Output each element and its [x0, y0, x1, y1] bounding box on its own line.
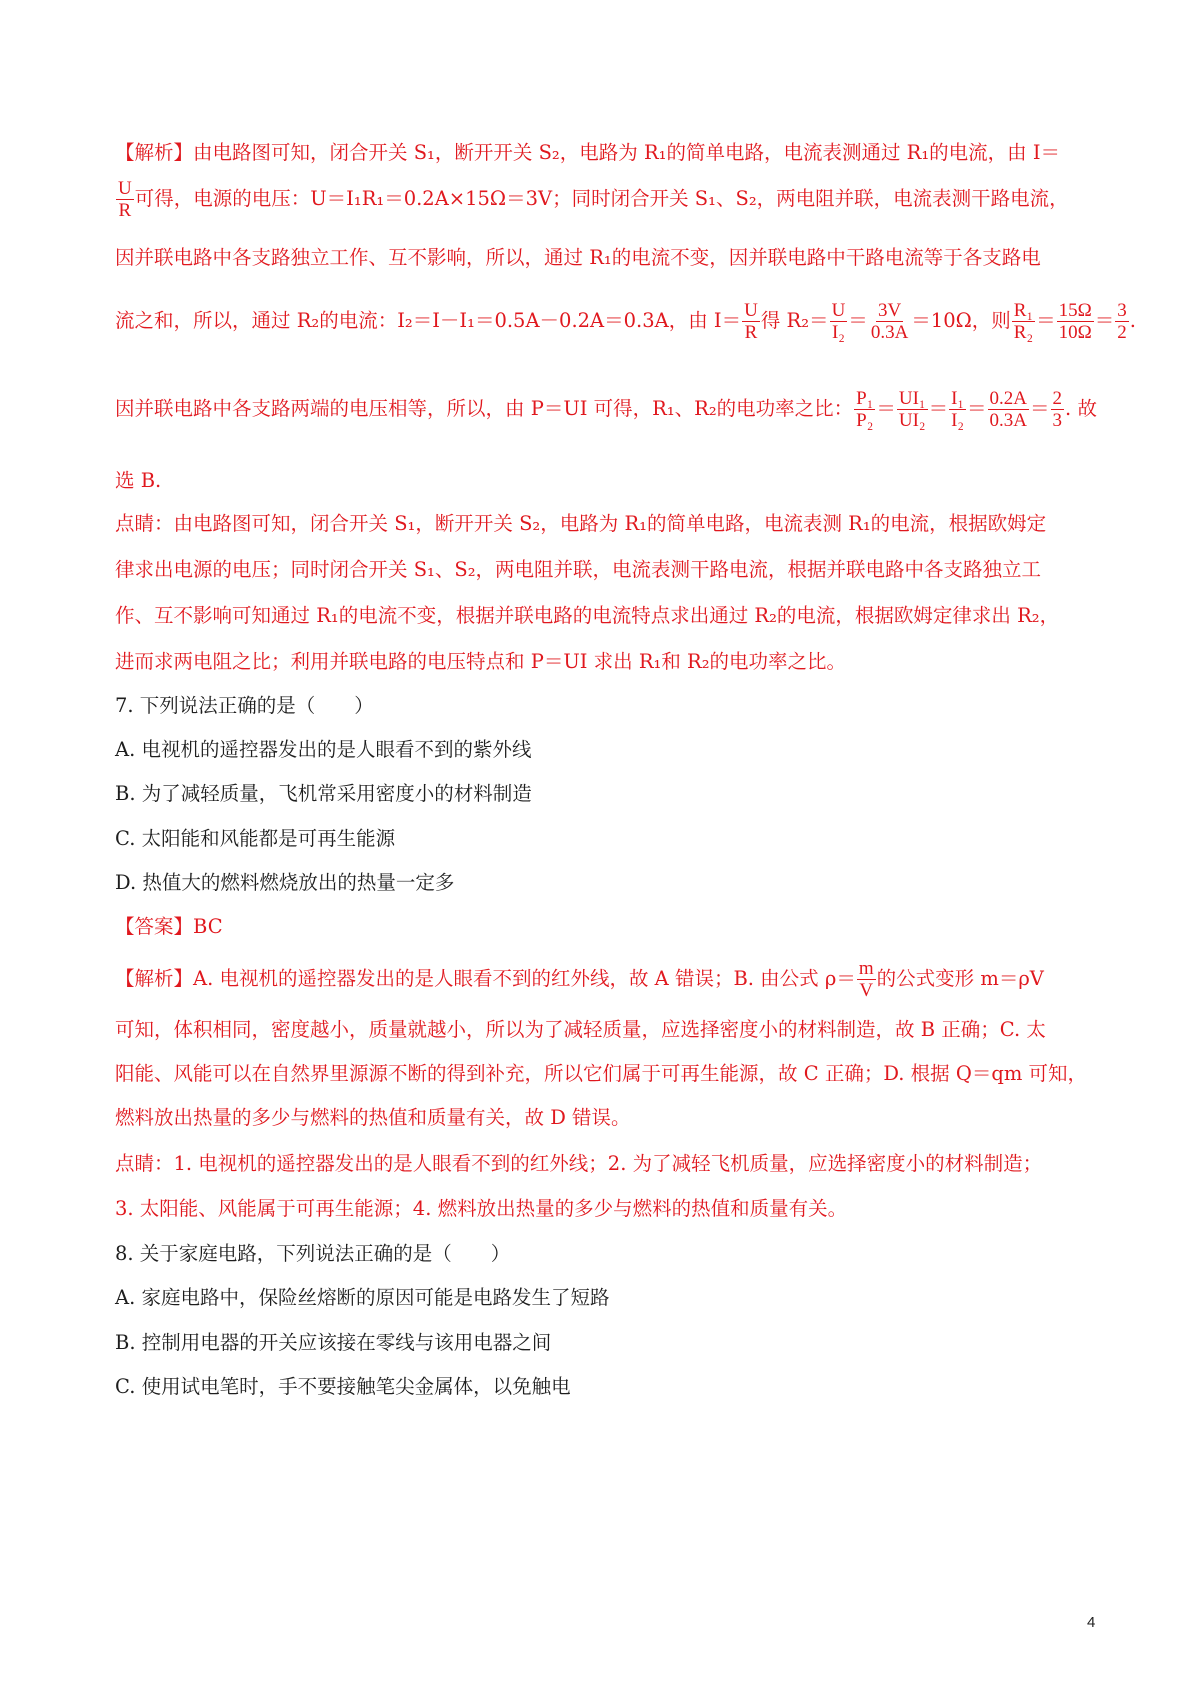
q7-option-b: B. 为了减轻质量，飞机常采用密度小的材料制造 — [115, 782, 532, 805]
fraction-p1-over-p2: $\frac{\text{P₁}}{\text{P₂}}$ — [856, 388, 874, 431]
fraction-02a-over-03a: $\frac{0.2A}{0.3A}$ — [989, 388, 1028, 431]
q7-explanation-line-4: 燃料放出热量的多少与燃料的热值和质量有关，故 D 错误。 — [115, 1106, 631, 1129]
q8-stem: 8. 关于家庭电路，下列说法正确的是（ ） — [115, 1242, 511, 1265]
fraction-2-over-3: $\frac{2}{3}$ — [1052, 388, 1063, 431]
fraction-15-over-10: $\frac{15\Omega}{10\Omega}$ — [1058, 300, 1092, 343]
q6-explanation-line-2: $\frac{U}{R}$ 可得，电源的电压：U＝I₁R₁＝0.2A×15Ω＝3V；同时闭合开关 S₁、S₂，两电阻并联，电流表测干路电流， — [118, 178, 1069, 221]
fraction-ui1-over-ui2: $\frac{\text{UI₁}}{\text{UI₂}}$ — [898, 388, 926, 431]
fraction-r1-over-r2: $\frac{\text{R₁}}{\text{R₂}}$ — [1013, 300, 1034, 343]
q7-tip-line-2: 3. 太阳能、风能属于可再生能源；4. 燃料放出热量的多少与燃料的热值和质量有关。 — [115, 1197, 848, 1220]
q6-explanation-line-4: 流之和，所以，通过 R₂的电流：I₂＝I－I₁＝0.5A－0.2A＝0.3A，由 I＝ $\frac{U}{R}$ 得 R₂＝ $\frac{U}{\text{I₂}}$ ＝ $\frac{3V}{0.3A}$ ＝10Ω，则 $\frac{\text{R₁}}{\text{R₂}}$ ＝ $\frac{15\Omega}{10\Omega}$ ＝ $\frac{3}{2}$ . — [115, 300, 1136, 343]
q6-tip-line-2: 律求出电源的电压；同时闭合开关 S₁、S₂，两电阻并联，电流表测干路电流，根据并联电路中各支路独立工 — [115, 558, 1042, 581]
fraction-m-over-v: $\frac{m}{V}$ — [858, 958, 874, 1001]
q6-tip-line-3: 作、互不影响可知通过 R₁的电流不变，根据并联电路的电流特点求出通过 R₂的电流，根据欧姆定律求出 R₂， — [115, 604, 1060, 627]
q8-option-b: B. 控制用电器的开关应该接在零线与该用电器之间 — [115, 1331, 552, 1354]
fraction-u-over-r: $\frac{U}{R}$ — [744, 300, 758, 343]
q6-tip-line-4: 进而求两电阻之比；利用并联电路的电压特点和 P＝UI 求出 R₁和 R₂的电功率之比。 — [115, 650, 847, 673]
fraction-u-over-r: $\frac{U}{R}$ — [118, 178, 132, 221]
q7-option-d: D. 热值大的燃料燃烧放出的热量一定多 — [115, 871, 455, 894]
q7-tip-line-1: 点睛：1. 电视机的遥控器发出的是人眼看不到的红外线；2. 为了减轻飞机质量，应选择密度小的材料制造； — [115, 1152, 1043, 1175]
q6-explanation-line-5: 因并联电路中各支路两端的电压相等，所以，由 P＝UI 可得，R₁、R₂的电功率之比： $\frac{\text{P₁}}{\text{P₂}}$ ＝ $\frac{\text{UI₁}}{\text{UI₂}}$ ＝ $\frac{\text{I₁}}{\text{I₂}}$ ＝ $\frac{0.2A}{0.3A}$ ＝ $\frac{2}{3}$ . 故 — [115, 388, 1097, 431]
q7-option-a: A. 电视机的遥控器发出的是人眼看不到的紫外线 — [115, 738, 532, 761]
q7-option-c: C. 太阳能和风能都是可再生能源 — [115, 827, 396, 850]
q6-explanation-line-6: 选 B. — [115, 469, 162, 492]
fraction-i1-over-i2: $\frac{\text{I₁}}{\text{I₂}}$ — [951, 388, 965, 431]
q6-explanation-line-1: 【解析】由电路图可知，闭合开关 S₁，断开开关 S₂，电路为 R₁的简单电路，电流表测通过 R₁的电流，由 I＝ — [115, 141, 1061, 164]
q7-answer: 【答案】BC — [115, 915, 223, 938]
q8-option-c: C. 使用试电笔时，手不要接触笔尖金属体，以免触电 — [115, 1375, 571, 1398]
fraction-u-over-i2: $\frac{U}{\text{I₂}}$ — [831, 300, 846, 343]
q6-tip-line-1: 点睛：由电路图可知，闭合开关 S₁，断开开关 S₂，电路为 R₁的简单电路，电流表测 R₁的电流，根据欧姆定 — [115, 512, 1047, 535]
q7-explanation-line-2: 可知，体积相同，密度越小，质量就越小，所以为了减轻质量，应选择密度小的材料制造，故 B 正确；C. 太 — [115, 1018, 1046, 1041]
fraction-3v-over-03a: $\frac{3V}{0.3A}$ — [870, 300, 909, 343]
q7-explanation-line-3: 阳能、风能可以在自然界里源源不断的得到补充，所以它们属于可再生能源，故 C 正确；D. 根据 Q＝qm 可知， — [115, 1062, 1088, 1085]
fraction-3-over-2: $\frac{3}{2}$ — [1117, 300, 1127, 343]
q7-explanation-line-1: 【解析】A. 电视机的遥控器发出的是人眼看不到的红外线，故 A 错误；B. 由公式 ρ＝ $\frac{m}{V}$ 的公式变形 m＝ρV — [115, 958, 1044, 1001]
page-number: 4 — [1087, 1614, 1096, 1631]
q6-explanation-line-3: 因并联电路中各支路独立工作、互不影响，所以，通过 R₁的电流不变，因并联电路中干路电流等于各支路电 — [115, 246, 1041, 269]
q7-stem: 7. 下列说法正确的是（ ） — [115, 694, 374, 717]
q8-option-a: A. 家庭电路中，保险丝熔断的原因可能是电路发生了短路 — [115, 1286, 610, 1309]
